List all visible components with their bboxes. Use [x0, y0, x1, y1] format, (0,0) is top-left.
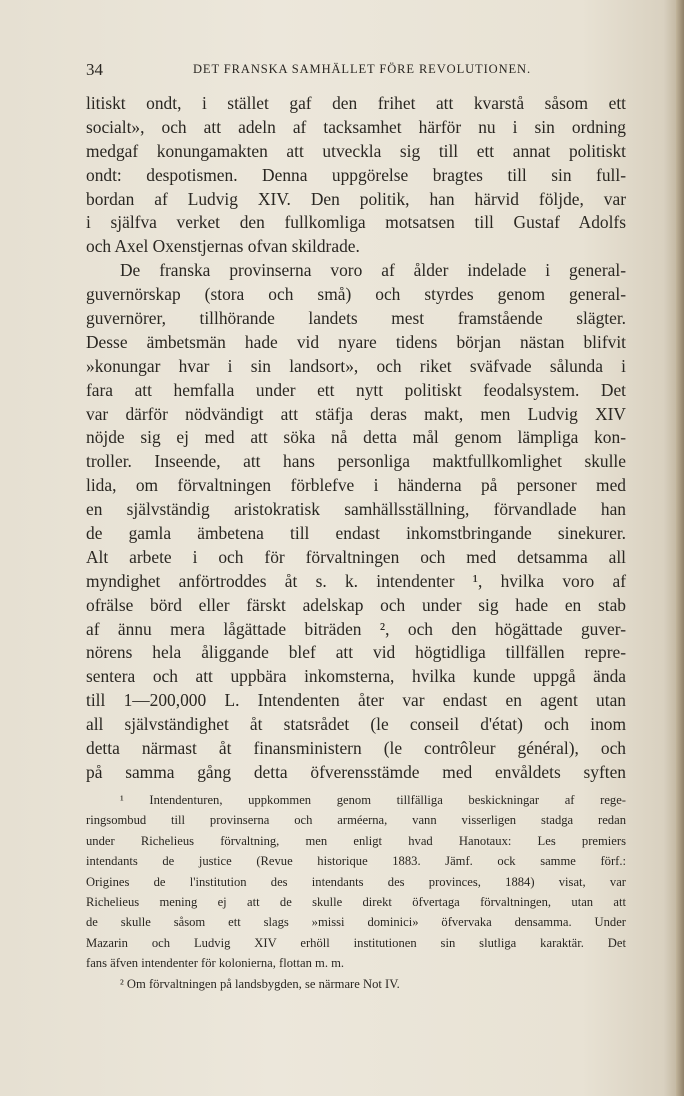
- text-line: var därför nödvändigt att stäfja deras makt, men Ludvig XIV: [86, 403, 626, 424]
- running-title: DET FRANSKA SAMHÄLLET FÖRE REVOLUTIONEN.: [193, 62, 531, 76]
- text-line: myndighet anförtroddes åt s. k. intendenter ¹, hvilka voro af: [86, 570, 626, 591]
- footnote-line: de skulle såsom ett slags »missi dominici» öfvervaka densamma. Under: [86, 915, 626, 930]
- footnote-line: Mazarin och Ludvig XIV erhöll institutionen sin slutliga karaktär. Det: [86, 935, 626, 950]
- footnote-line: ² Om förvaltningen på landsbygden, se närmare Not IV.: [120, 976, 400, 991]
- page-edge: [676, 0, 684, 1096]
- footnote-line: intendants de justice (Revue historique 1883. Jämf. ock samme förf.:: [86, 854, 626, 869]
- text-line: en självständig aristokratisk samhällsställning, förvandlade han: [86, 499, 626, 520]
- text-line: bordan af Ludvig XIV. Den politik, han härvid följde, var: [86, 188, 626, 209]
- text-line: detta närmast åt finansministern (le contrôleur général), och: [86, 738, 626, 759]
- page-number: 34: [86, 60, 103, 79]
- text-line: sentera och att uppbära inkomsterna, hvilka kunde uppgå ända: [86, 666, 626, 687]
- text-line: nörens hela åliggande blef att vid högtidliga tillfällen repre-: [86, 642, 626, 663]
- footnote-line: ringsombud till provinserna och arméerna, vann visserligen stadga redan: [86, 813, 626, 828]
- body-text: [86, 92, 626, 785]
- text-line: lida, om förvaltningen förblefve i händerna på personer med: [86, 475, 626, 496]
- text-line: guvernörskap (stora och små) och styrdes genom general-: [86, 284, 626, 305]
- text-line: Alt arbete i och för förvaltningen och med detsamma all: [86, 546, 626, 567]
- text-line: nöjde sig ej med att söka nå detta mål genom lämpliga kon-: [86, 427, 626, 448]
- footnote-line: Richelieus mening ej att de skulle direkt öfvertaga förvaltningen, utan att: [86, 894, 626, 909]
- text-line: troller. Inseende, att hans personliga maktfullkomlighet skulle: [86, 451, 626, 472]
- footnote-line: fans äfven intendenter för kolonierna, flottan m. m.: [86, 956, 345, 971]
- text-line: socialt», och att adeln af tacksamhet härför nu i sin ordning: [86, 116, 626, 137]
- text-line: De franska provinserna voro af ålder indelade i general-: [120, 260, 626, 281]
- footnote-line: under Richelieus förvaltning, men enligt hvad Hanotaux: Les premiers: [86, 833, 626, 848]
- text-line: i själfva verket den fullkomliga motsatsen till Gustaf Adolfs: [86, 212, 626, 233]
- text-line: »konungar hvar i sin landsort», och riket sväfvade sålunda i: [86, 355, 626, 376]
- text-line: litiskt ondt, i stället gaf den frihet att kvarstå såsom ett: [86, 93, 626, 113]
- text-line: all självständighet åt statsrådet (le conseil d'état) och inom: [86, 714, 626, 735]
- text-line: fara att hemfalla under ett nytt politiskt feodalsystem. Det: [86, 379, 626, 400]
- footnote-line: ¹ Intendenturen, uppkommen genom tillfälliga beskickningar af rege-: [120, 793, 626, 807]
- text-line: medgaf konungamakten att utveckla sig till ett annat politiskt: [86, 140, 626, 161]
- text-line: ofrälse börd eller färskt adelskap och under sig hade en stab: [86, 594, 626, 615]
- text-line: de gamla ämbetena till endast inkomstbringande sinekurer.: [86, 523, 626, 544]
- text-line: och Axel Oxenstjernas ofvan skildrade.: [86, 236, 360, 257]
- text-line: på samma gång detta öfverensstämde med envåldets syften: [86, 761, 626, 782]
- footnote-line: Origines de l'institution des intendants des provinces, 1884) visat, var: [86, 874, 626, 889]
- text-line: till 1—200,000 L. Intendenten åter var endast en agent utan: [86, 690, 626, 711]
- footnotes: [86, 790, 626, 994]
- text-line: af ännu mera lågättade biträden ², och den högättade guver-: [86, 618, 626, 639]
- text-line: ondt: despotismen. Denna uppgörelse bragtes till sin full-: [86, 164, 626, 185]
- text-line: guvernörer, tillhörande landets mest framstående slägter.: [86, 308, 626, 329]
- page-header: [86, 60, 638, 80]
- text-line: Desse ämbetsmän hade vid nyare tidens början nästan blifvit: [86, 331, 626, 352]
